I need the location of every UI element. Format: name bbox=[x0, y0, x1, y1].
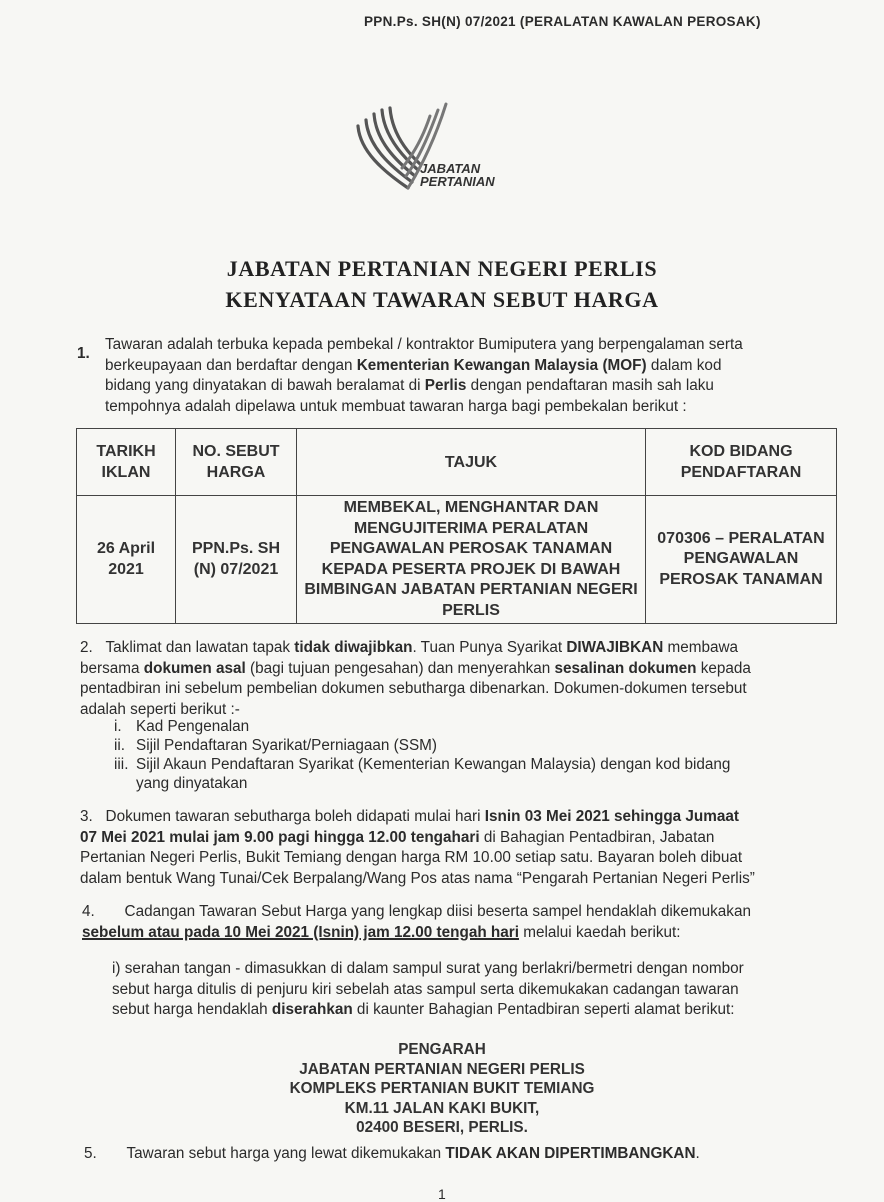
text: Isnin 03 Mei 2021 sehingga Jumaat bbox=[484, 808, 739, 825]
text: dokumen asal bbox=[143, 659, 246, 677]
text: tidak diwajibkan bbox=[294, 639, 413, 656]
section-4-sub bbox=[112, 959, 842, 1021]
text: dalam kod bbox=[646, 356, 722, 374]
section-4-line1 bbox=[82, 902, 842, 923]
text: TIDAK AKAN DIPERTIMBANGKAN bbox=[445, 1145, 696, 1162]
address-line: JABATAN PERTANIAN NEGERI PERLIS bbox=[299, 1060, 585, 1078]
document-list bbox=[114, 717, 834, 793]
cell-kod-bidang: 070306 – PERALATAN PENGAWALAN PEROSAK TANAMAN bbox=[646, 496, 837, 624]
text: sebut harga hendaklah bbox=[112, 1001, 272, 1018]
tender-table bbox=[76, 428, 837, 624]
table-header-row bbox=[77, 429, 837, 496]
list-marker: iii. bbox=[114, 756, 129, 773]
text: DIWAJIBKAN bbox=[566, 639, 664, 656]
section-2-number: 2. bbox=[80, 639, 93, 656]
section-4-sub-line2: sebut harga ditulis di penjuru kiri sebelah atas sampul serta dikemukakan cadangan tawaran bbox=[112, 980, 739, 998]
section-4-number: 4. bbox=[82, 903, 95, 920]
table-row bbox=[77, 496, 837, 624]
section-1-line2 bbox=[105, 356, 835, 377]
address-line: KOMPLEKS PERTANIAN BUKIT TEMIANG bbox=[289, 1080, 595, 1097]
mof-text: Kementerian Kewangan Malaysia (MOF) bbox=[356, 356, 647, 374]
page-number: 1 bbox=[438, 1186, 446, 1202]
section-3-line4: dalam bentuk Wang Tunai/Cek Berpalang/Wang Pos atas nama “Pengarah Pertanian Negeri Perlis” bbox=[80, 869, 755, 887]
text: Dokumen tawaran sebutharga boleh didapati mulai hari bbox=[105, 808, 485, 825]
logo-mark-icon bbox=[348, 96, 538, 206]
section-3-line2 bbox=[80, 828, 840, 849]
text: di kaunter Bahagian Pentadbiran seperti alamat berikut: bbox=[352, 1001, 735, 1018]
section-5-text bbox=[84, 1144, 844, 1165]
text: berkeupayaan dan berdaftar dengan bbox=[105, 356, 357, 374]
section-5-number: 5. bbox=[84, 1145, 97, 1162]
list-item bbox=[114, 717, 834, 736]
cell-tarikh: 26 April 2021 bbox=[77, 496, 176, 624]
section-2-line4: adalah seperti berikut :- bbox=[80, 700, 240, 718]
section-2-line2 bbox=[80, 659, 835, 680]
text: . Tuan Punya Syarikat bbox=[412, 639, 567, 656]
perlis-text: Perlis bbox=[424, 377, 467, 394]
text: . bbox=[695, 1145, 700, 1162]
text: (bagi tujuan pengesahan) dan menyerahkan bbox=[245, 659, 555, 677]
section-1-line4: tempohnya adalah dipelawa untuk membuat tawaran harga bagi pembekalan berikut : bbox=[105, 397, 687, 415]
list-marker: ii. bbox=[114, 737, 126, 754]
list-item-continuation: yang dinyatakan bbox=[136, 775, 248, 792]
header-tajuk: TAJUK bbox=[297, 429, 646, 496]
address-line: 02400 BESERI, PERLIS. bbox=[356, 1119, 528, 1136]
address-line: KM.11 JALAN KAKI BUKIT, bbox=[344, 1099, 540, 1117]
list-item-text: Kad Pengenalan bbox=[136, 718, 250, 735]
list-item-text: Sijil Akaun Pendaftaran Syarikat (Kementerian Kewangan Malaysia) dengan kod bidang bbox=[136, 756, 731, 773]
list-item-text: Sijil Pendaftaran Syarikat/Perniagaan (SSM) bbox=[136, 737, 437, 754]
section-1-text bbox=[105, 335, 835, 417]
section-4-sub-line3 bbox=[112, 1000, 842, 1021]
logo-text-line1: JABATAN bbox=[420, 161, 481, 176]
section-3-line1 bbox=[80, 807, 840, 828]
text: Cadangan Tawaran Sebut Harga yang lengkap diisi beserta sampel hendaklah dikemukakan bbox=[124, 903, 751, 920]
text: dengan pendaftaran masih sah laku bbox=[466, 377, 714, 394]
list-item bbox=[114, 755, 834, 774]
page-title-line2: KENYATAAN TAWARAN SEBUT HARGA bbox=[225, 287, 659, 312]
section-3-number: 3. bbox=[80, 808, 93, 825]
text: bersama bbox=[80, 659, 144, 677]
cell-no-sebut-harga: PPN.Ps. SH (N) 07/2021 bbox=[176, 496, 297, 624]
cell-tajuk: MEMBEKAL, MENGHANTAR DAN MENGUJITERIMA PERALATAN PENGAWALAN PEROSAK TANAMAN KEPADA PESERTA PROJEK DI BAWAH BIMBINGAN JABATAN PERTANIAN NEGERI PERLIS bbox=[297, 496, 646, 624]
address-line: PENGARAH bbox=[398, 1041, 486, 1058]
header-tarikh: TARIKH IKLAN bbox=[77, 429, 176, 496]
page-title-line1: JABATAN PERTANIAN NEGERI PERLIS bbox=[226, 256, 658, 281]
document-reference: PPN.Ps. SH(N) 07/2021 (PERALATAN KAWALAN PEROSAK) bbox=[364, 14, 761, 29]
text: di Bahagian Pentadbiran, Jabatan bbox=[479, 828, 715, 846]
text: diserahkan bbox=[271, 1001, 353, 1018]
section-4-text bbox=[82, 902, 842, 943]
text: sesalinan dokumen bbox=[554, 659, 697, 677]
section-3-text bbox=[80, 807, 840, 889]
section-1-line1: Tawaran adalah terbuka kepada pembekal / kontraktor Bumiputera yang berpengalaman serta bbox=[105, 336, 743, 353]
section-2-line3: pentadbiran ini sebelum pembelian dokumen sebutharga dibenarkan. Dokumen-dokumen tersebut bbox=[80, 680, 747, 697]
list-item bbox=[114, 736, 834, 755]
deadline-text: sebelum atau pada 10 Mei 2021 (Isnin) jam 12.00 tengah hari bbox=[82, 923, 519, 941]
logo-text-line2: PERTANIAN bbox=[420, 174, 495, 189]
header-no-sebut-harga: NO. SEBUT HARGA bbox=[176, 429, 297, 496]
text: Tawaran sebut harga yang lewat dikemukakan bbox=[126, 1145, 446, 1162]
section-1-line3 bbox=[105, 376, 835, 397]
text: melalui kaedah berikut: bbox=[518, 923, 681, 941]
text: 07 Mei 2021 mulai jam 9.00 pagi hingga 12.00 tengahari bbox=[80, 828, 480, 846]
text: bidang yang dinyatakan di bawah beralamat di bbox=[105, 377, 425, 394]
section-1-number: 1. bbox=[77, 345, 90, 362]
text: membawa bbox=[663, 639, 739, 656]
jabatan-pertanian-logo bbox=[348, 96, 538, 206]
header-kod-bidang: KOD BIDANG PENDAFTARAN bbox=[646, 429, 837, 496]
section-4-line2 bbox=[82, 923, 842, 944]
text: kepada bbox=[696, 659, 751, 677]
address-block bbox=[0, 1040, 884, 1138]
section-3-line3: Pertanian Negeri Perlis, Bukit Temiang dengan harga RM 10.00 setiap satu. Bayaran boleh dibuat bbox=[80, 849, 743, 866]
list-marker: i. bbox=[114, 718, 122, 735]
section-2-line1 bbox=[80, 638, 835, 659]
section-4-sub-line1: i) serahan tangan - dimasukkan di dalam sampul surat yang berlakri/bermetri dengan nombor bbox=[112, 960, 744, 977]
section-2-text bbox=[80, 638, 835, 720]
text: Taklimat dan lawatan tapak bbox=[105, 639, 295, 656]
